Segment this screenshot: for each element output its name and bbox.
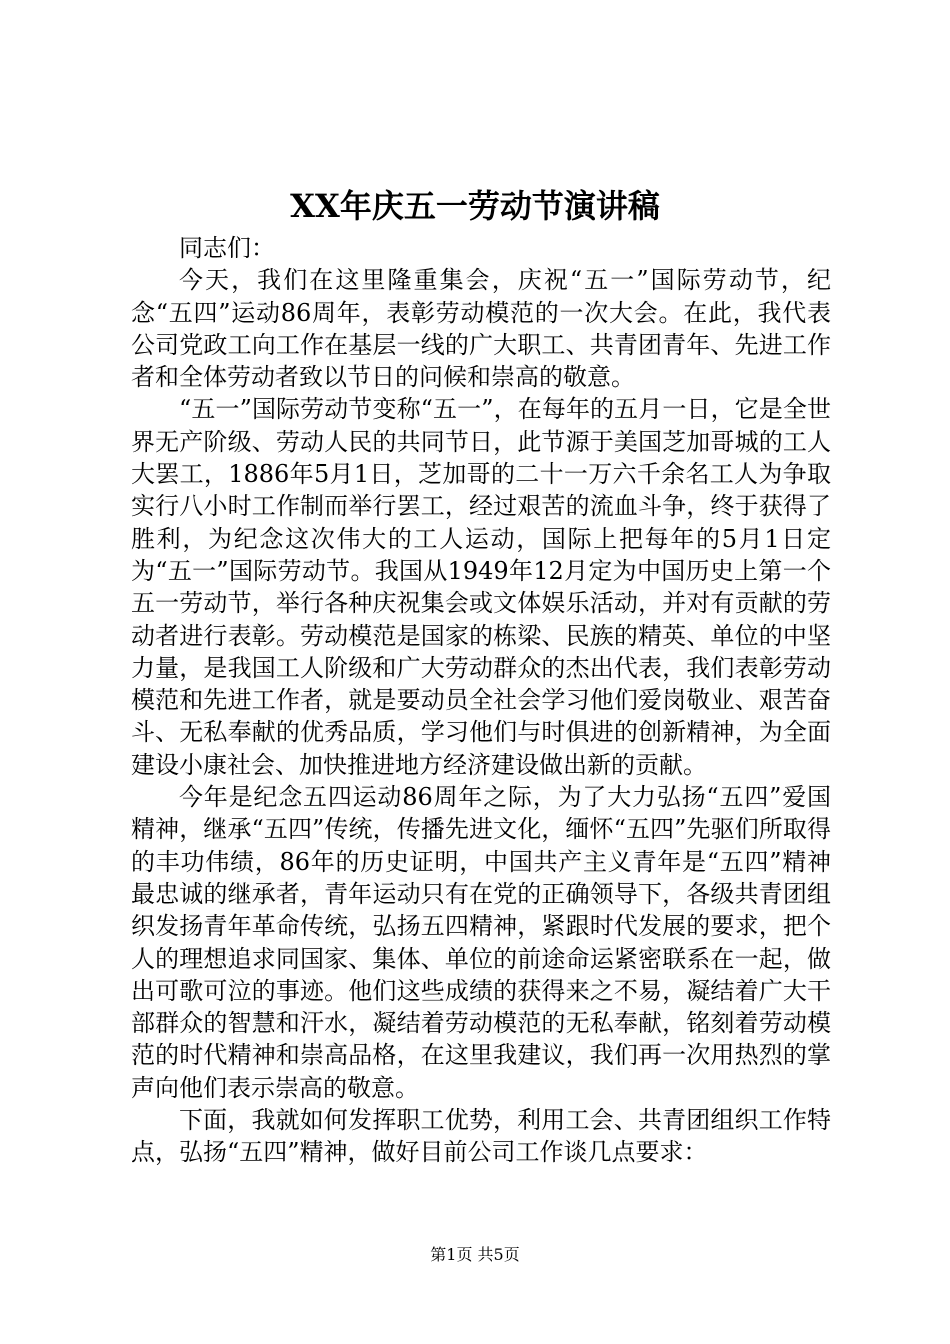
paragraph-1: 今天，我们在这里隆重集会，庆祝“五一”国际劳动节，纪念“五四”运动86周年，表彰劳动模范的一次大会。在此，我代表公司党政工向工作在基层一线的广大职工、共青团青年、先进工作者和全体劳动者致以节日的问候和崇高的敬意。: [131, 266, 831, 392]
salutation: 同志们：: [179, 234, 275, 262]
document-body: [131, 232, 831, 1169]
paragraph-3: 今年是纪念五四运动86周年之际，为了大力弘扬“五四”爱国精神，继承“五四”传统，传播先进文化，缅怀“五四”先驱们所取得的丰功伟绩，86年的历史证明，中国共产主义青年是“五四”精神最忠诚的继承者，青年运动只有在党的正确领导下，各级共青团组织发扬青年革命传统，弘扬五四精神，紧跟时代发展的要求，把个人的理想追求同国家、集体、单位的前途命运紧密联系在一起，做出可歌可泣的事迹。他们这些成绩的获得来之不易，凝结着广大干部群众的智慧和汗水，凝结着劳动模范的无私奉献，铭刻着劳动模范的时代精神和崇高品格，在这里我建议，我们再一次用热烈的掌声向他们表示崇高的敬意。: [131, 783, 831, 1102]
paragraph-2: “五一”国际劳动节变称“五一”，在每年的五月一日，它是全世界无产阶级、劳动人民的共同节日，此节源于美国芝加哥城的工人大罢工，1886年5月1日，芝加哥的二十一万六千余名工人为争取实行八小时工作制而举行罢工，经过艰苦的流血斗争，终于获得了胜利，为纪念这次伟大的工人运动，国际上把每年的5月1日定为“五一”国际劳动节。我国从1949年12月定为中国历史上第一个五一劳动节，举行各种庆祝集会或文体娱乐活动，并对有贡献的劳动者进行表彰。劳动模范是国家的栋梁、民族的精英、单位的中坚力量，是我国工人阶级和广大劳动群众的杰出代表，我们表彰劳动模范和先进工作者，就是要动员全社会学习他们爱岗敬业、艰苦奋斗、无私奉献的优秀品质，学习他们与时俱进的创新精神，为全面建设小康社会、加快推进地方经济建设做出新的贡献。: [131, 395, 831, 779]
paragraph-4: 下面，我就如何发挥职工优势，利用工会、共青团组织工作特点，弘扬“五四”精神，做好目前公司工作谈几点要求：: [131, 1106, 831, 1167]
document-title: XX年庆五一劳动节演讲稿: [290, 187, 660, 225]
page-number-footer: 第1页 共5页: [430, 1245, 520, 1264]
